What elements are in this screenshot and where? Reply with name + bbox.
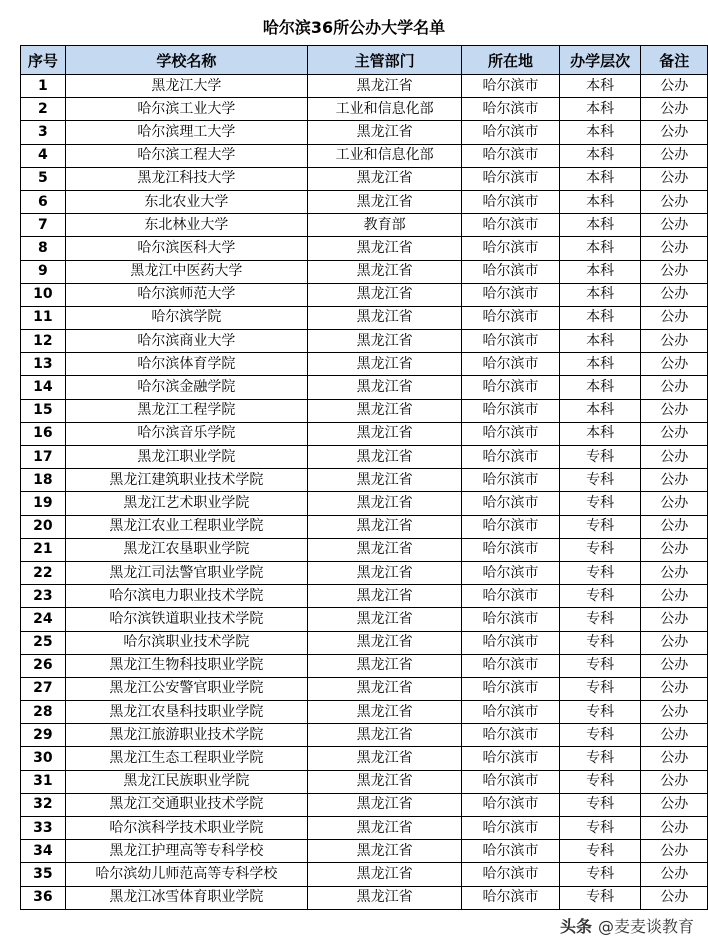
- cell-location: 哈尔滨市: [462, 515, 559, 538]
- cell-level: 专科: [559, 608, 641, 631]
- table-row: [21, 677, 708, 700]
- cell-index: 8: [21, 237, 66, 260]
- table-row: [21, 747, 708, 770]
- cell-authority: 黑龙江省: [308, 492, 462, 515]
- cell-location: 哈尔滨市: [462, 863, 559, 886]
- cell-remark: 公办: [641, 167, 708, 190]
- cell-school-name: 哈尔滨商业大学: [65, 330, 307, 353]
- cell-level: 专科: [559, 886, 641, 909]
- cell-location: 哈尔滨市: [462, 608, 559, 631]
- table-row: [21, 492, 708, 515]
- cell-authority: 黑龙江省: [308, 631, 462, 654]
- table-row: [21, 376, 708, 399]
- cell-remark: 公办: [641, 214, 708, 237]
- table-header-row: [21, 46, 708, 75]
- cell-location: 哈尔滨市: [462, 376, 559, 399]
- cell-index: 24: [21, 608, 66, 631]
- cell-level: 本科: [559, 214, 641, 237]
- cell-index: 23: [21, 585, 66, 608]
- cell-level: 本科: [559, 306, 641, 329]
- cell-location: 哈尔滨市: [462, 167, 559, 190]
- cell-remark: 公办: [641, 376, 708, 399]
- cell-level: 本科: [559, 98, 641, 121]
- cell-remark: 公办: [641, 469, 708, 492]
- cell-location: 哈尔滨市: [462, 446, 559, 469]
- cell-index: 13: [21, 353, 66, 376]
- cell-school-name: 哈尔滨金融学院: [65, 376, 307, 399]
- table-row: [21, 631, 708, 654]
- table-row: [21, 863, 708, 886]
- table-row: [21, 306, 708, 329]
- cell-index: 10: [21, 283, 66, 306]
- cell-remark: 公办: [641, 330, 708, 353]
- cell-authority: 黑龙江省: [308, 724, 462, 747]
- cell-remark: 公办: [641, 190, 708, 213]
- cell-level: 本科: [559, 167, 641, 190]
- cell-location: 哈尔滨市: [462, 701, 559, 724]
- table-row: [21, 422, 708, 445]
- cell-authority: 黑龙江省: [308, 817, 462, 840]
- cell-remark: 公办: [641, 631, 708, 654]
- cell-index: 12: [21, 330, 66, 353]
- cell-school-name: 哈尔滨电力职业技术学院: [65, 585, 307, 608]
- table-row: [21, 167, 708, 190]
- cell-remark: 公办: [641, 840, 708, 863]
- table-row: [21, 98, 708, 121]
- cell-index: 29: [21, 724, 66, 747]
- cell-remark: 公办: [641, 608, 708, 631]
- cell-authority: 工业和信息化部: [308, 98, 462, 121]
- table-row: [21, 190, 708, 213]
- cell-school-name: 黑龙江中医药大学: [65, 260, 307, 283]
- cell-index: 16: [21, 422, 66, 445]
- header-location: 所在地: [462, 46, 559, 75]
- cell-school-name: 哈尔滨理工大学: [65, 121, 307, 144]
- cell-authority: 黑龙江省: [308, 330, 462, 353]
- cell-level: 专科: [559, 724, 641, 747]
- cell-index: 27: [21, 677, 66, 700]
- cell-school-name: 黑龙江工程学院: [65, 399, 307, 422]
- cell-index: 7: [21, 214, 66, 237]
- cell-authority: 工业和信息化部: [308, 144, 462, 167]
- cell-level: 本科: [559, 422, 641, 445]
- cell-authority: 黑龙江省: [308, 121, 462, 144]
- cell-level: 专科: [559, 492, 641, 515]
- table-row: [21, 701, 708, 724]
- cell-location: 哈尔滨市: [462, 353, 559, 376]
- table-row: [21, 446, 708, 469]
- cell-level: 专科: [559, 469, 641, 492]
- cell-school-name: 哈尔滨职业技术学院: [65, 631, 307, 654]
- cell-level: 专科: [559, 654, 641, 677]
- cell-location: 哈尔滨市: [462, 121, 559, 144]
- cell-authority: 黑龙江省: [308, 283, 462, 306]
- university-table: [20, 45, 708, 910]
- cell-school-name: 哈尔滨体育学院: [65, 353, 307, 376]
- cell-authority: 黑龙江省: [308, 538, 462, 561]
- cell-location: 哈尔滨市: [462, 422, 559, 445]
- cell-location: 哈尔滨市: [462, 237, 559, 260]
- cell-index: 30: [21, 747, 66, 770]
- cell-authority: 黑龙江省: [308, 353, 462, 376]
- cell-location: 哈尔滨市: [462, 260, 559, 283]
- table-row: [21, 144, 708, 167]
- cell-index: 15: [21, 399, 66, 422]
- cell-remark: 公办: [641, 724, 708, 747]
- cell-school-name: 哈尔滨学院: [65, 306, 307, 329]
- cell-level: 专科: [559, 817, 641, 840]
- cell-location: 哈尔滨市: [462, 561, 559, 584]
- cell-location: 哈尔滨市: [462, 886, 559, 909]
- table-row: [21, 724, 708, 747]
- cell-index: 6: [21, 190, 66, 213]
- cell-authority: 黑龙江省: [308, 167, 462, 190]
- cell-authority: 黑龙江省: [308, 701, 462, 724]
- cell-location: 哈尔滨市: [462, 747, 559, 770]
- cell-authority: 黑龙江省: [308, 190, 462, 213]
- cell-index: 18: [21, 469, 66, 492]
- cell-index: 25: [21, 631, 66, 654]
- cell-location: 哈尔滨市: [462, 190, 559, 213]
- cell-remark: 公办: [641, 701, 708, 724]
- cell-school-name: 黑龙江民族职业学院: [65, 770, 307, 793]
- cell-level: 本科: [559, 376, 641, 399]
- cell-school-name: 哈尔滨铁道职业技术学院: [65, 608, 307, 631]
- cell-level: 专科: [559, 701, 641, 724]
- cell-level: 本科: [559, 144, 641, 167]
- cell-remark: 公办: [641, 144, 708, 167]
- cell-authority: 黑龙江省: [308, 237, 462, 260]
- cell-authority: 黑龙江省: [308, 376, 462, 399]
- table-row: [21, 353, 708, 376]
- table-row: [21, 585, 708, 608]
- cell-school-name: 黑龙江职业学院: [65, 446, 307, 469]
- header-index: 序号: [21, 46, 66, 75]
- table-row: [21, 793, 708, 816]
- cell-school-name: 哈尔滨医科大学: [65, 237, 307, 260]
- cell-index: 17: [21, 446, 66, 469]
- cell-index: 4: [21, 144, 66, 167]
- cell-authority: 黑龙江省: [308, 747, 462, 770]
- cell-authority: 黑龙江省: [308, 793, 462, 816]
- cell-level: 本科: [559, 190, 641, 213]
- cell-level: 专科: [559, 863, 641, 886]
- cell-level: 本科: [559, 260, 641, 283]
- cell-school-name: 黑龙江农垦科技职业学院: [65, 701, 307, 724]
- cell-index: 34: [21, 840, 66, 863]
- cell-location: 哈尔滨市: [462, 654, 559, 677]
- cell-location: 哈尔滨市: [462, 399, 559, 422]
- header-level: 办学层次: [559, 46, 641, 75]
- cell-remark: 公办: [641, 98, 708, 121]
- cell-index: 2: [21, 98, 66, 121]
- cell-school-name: 黑龙江农业工程职业学院: [65, 515, 307, 538]
- cell-authority: 黑龙江省: [308, 75, 462, 98]
- cell-index: 1: [21, 75, 66, 98]
- cell-remark: 公办: [641, 492, 708, 515]
- cell-location: 哈尔滨市: [462, 283, 559, 306]
- cell-location: 哈尔滨市: [462, 306, 559, 329]
- cell-school-name: 黑龙江科技大学: [65, 167, 307, 190]
- cell-index: 5: [21, 167, 66, 190]
- cell-school-name: 黑龙江护理高等专科学校: [65, 840, 307, 863]
- table-row: [21, 561, 708, 584]
- cell-remark: 公办: [641, 121, 708, 144]
- cell-location: 哈尔滨市: [462, 75, 559, 98]
- table-row: [21, 608, 708, 631]
- header-school-name: 学校名称: [65, 46, 307, 75]
- cell-location: 哈尔滨市: [462, 817, 559, 840]
- cell-remark: 公办: [641, 75, 708, 98]
- cell-school-name: 黑龙江农垦职业学院: [65, 538, 307, 561]
- cell-remark: 公办: [641, 422, 708, 445]
- cell-authority: 黑龙江省: [308, 886, 462, 909]
- cell-remark: 公办: [641, 561, 708, 584]
- cell-level: 专科: [559, 538, 641, 561]
- cell-remark: 公办: [641, 585, 708, 608]
- cell-index: 3: [21, 121, 66, 144]
- cell-authority: 黑龙江省: [308, 677, 462, 700]
- cell-location: 哈尔滨市: [462, 585, 559, 608]
- cell-level: 本科: [559, 399, 641, 422]
- table-row: [21, 399, 708, 422]
- cell-remark: 公办: [641, 399, 708, 422]
- cell-school-name: 黑龙江司法警官职业学院: [65, 561, 307, 584]
- cell-school-name: 黑龙江生态工程职业学院: [65, 747, 307, 770]
- cell-school-name: 黑龙江生物科技职业学院: [65, 654, 307, 677]
- cell-remark: 公办: [641, 237, 708, 260]
- cell-level: 专科: [559, 561, 641, 584]
- cell-school-name: 黑龙江艺术职业学院: [65, 492, 307, 515]
- cell-location: 哈尔滨市: [462, 793, 559, 816]
- watermark-brand: 头条: [559, 916, 592, 936]
- document-title: 哈尔滨36所公办大学名单: [262, 18, 446, 37]
- cell-authority: 教育部: [308, 214, 462, 237]
- cell-remark: 公办: [641, 353, 708, 376]
- cell-authority: 黑龙江省: [308, 654, 462, 677]
- table-row: [21, 770, 708, 793]
- cell-level: 专科: [559, 793, 641, 816]
- cell-index: 32: [21, 793, 66, 816]
- cell-index: 21: [21, 538, 66, 561]
- cell-authority: 黑龙江省: [308, 422, 462, 445]
- cell-school-name: 黑龙江公安警官职业学院: [65, 677, 307, 700]
- table-row: [21, 260, 708, 283]
- table-row: [21, 840, 708, 863]
- cell-level: 专科: [559, 770, 641, 793]
- cell-location: 哈尔滨市: [462, 330, 559, 353]
- cell-index: 9: [21, 260, 66, 283]
- cell-authority: 黑龙江省: [308, 608, 462, 631]
- cell-school-name: 黑龙江交通职业技术学院: [65, 793, 307, 816]
- cell-authority: 黑龙江省: [308, 469, 462, 492]
- cell-remark: 公办: [641, 538, 708, 561]
- cell-remark: 公办: [641, 747, 708, 770]
- cell-school-name: 黑龙江建筑职业技术学院: [65, 469, 307, 492]
- table-row: [21, 515, 708, 538]
- cell-level: 本科: [559, 283, 641, 306]
- cell-school-name: 哈尔滨科学技术职业学院: [65, 817, 307, 840]
- header-authority: 主管部门: [308, 46, 462, 75]
- cell-location: 哈尔滨市: [462, 677, 559, 700]
- cell-index: 19: [21, 492, 66, 515]
- cell-remark: 公办: [641, 863, 708, 886]
- cell-level: 本科: [559, 121, 641, 144]
- cell-location: 哈尔滨市: [462, 538, 559, 561]
- table-body: [21, 75, 708, 910]
- table-row: [21, 886, 708, 909]
- cell-authority: 黑龙江省: [308, 863, 462, 886]
- cell-school-name: 哈尔滨幼儿师范高等专科学校: [65, 863, 307, 886]
- cell-level: 专科: [559, 840, 641, 863]
- cell-remark: 公办: [641, 283, 708, 306]
- cell-authority: 黑龙江省: [308, 399, 462, 422]
- watermark: [560, 912, 694, 938]
- cell-remark: 公办: [641, 654, 708, 677]
- table-row: [21, 283, 708, 306]
- cell-school-name: 哈尔滨师范大学: [65, 283, 307, 306]
- cell-school-name: 哈尔滨音乐学院: [65, 422, 307, 445]
- cell-authority: 黑龙江省: [308, 446, 462, 469]
- table-row: [21, 237, 708, 260]
- cell-location: 哈尔滨市: [462, 770, 559, 793]
- table-row: [21, 330, 708, 353]
- watermark-handle: @麦麦谈教育: [597, 916, 694, 936]
- table-row: [21, 654, 708, 677]
- cell-index: 14: [21, 376, 66, 399]
- cell-level: 本科: [559, 237, 641, 260]
- cell-location: 哈尔滨市: [462, 840, 559, 863]
- cell-index: 28: [21, 701, 66, 724]
- cell-remark: 公办: [641, 793, 708, 816]
- cell-location: 哈尔滨市: [462, 214, 559, 237]
- table-row: [21, 817, 708, 840]
- cell-index: 20: [21, 515, 66, 538]
- table-row: [21, 538, 708, 561]
- cell-index: 11: [21, 306, 66, 329]
- cell-index: 31: [21, 770, 66, 793]
- cell-index: 35: [21, 863, 66, 886]
- cell-school-name: 黑龙江冰雪体育职业学院: [65, 886, 307, 909]
- cell-level: 本科: [559, 330, 641, 353]
- table-row: [21, 121, 708, 144]
- cell-location: 哈尔滨市: [462, 492, 559, 515]
- cell-school-name: 黑龙江大学: [65, 75, 307, 98]
- cell-remark: 公办: [641, 260, 708, 283]
- cell-location: 哈尔滨市: [462, 631, 559, 654]
- cell-location: 哈尔滨市: [462, 98, 559, 121]
- cell-remark: 公办: [641, 306, 708, 329]
- table-row: [21, 214, 708, 237]
- cell-location: 哈尔滨市: [462, 144, 559, 167]
- cell-authority: 黑龙江省: [308, 585, 462, 608]
- cell-authority: 黑龙江省: [308, 306, 462, 329]
- table-row: [21, 75, 708, 98]
- cell-level: 本科: [559, 75, 641, 98]
- cell-remark: 公办: [641, 770, 708, 793]
- cell-school-name: 哈尔滨工业大学: [65, 98, 307, 121]
- cell-authority: 黑龙江省: [308, 770, 462, 793]
- cell-index: 26: [21, 654, 66, 677]
- cell-school-name: 哈尔滨工程大学: [65, 144, 307, 167]
- cell-level: 专科: [559, 446, 641, 469]
- cell-school-name: 东北林业大学: [65, 214, 307, 237]
- cell-remark: 公办: [641, 677, 708, 700]
- cell-location: 哈尔滨市: [462, 469, 559, 492]
- cell-level: 专科: [559, 515, 641, 538]
- cell-authority: 黑龙江省: [308, 561, 462, 584]
- cell-remark: 公办: [641, 817, 708, 840]
- cell-level: 专科: [559, 747, 641, 770]
- cell-remark: 公办: [641, 886, 708, 909]
- cell-remark: 公办: [641, 515, 708, 538]
- cell-index: 36: [21, 886, 66, 909]
- cell-authority: 黑龙江省: [308, 260, 462, 283]
- cell-level: 专科: [559, 585, 641, 608]
- cell-remark: 公办: [641, 446, 708, 469]
- cell-school-name: 黑龙江旅游职业技术学院: [65, 724, 307, 747]
- cell-authority: 黑龙江省: [308, 515, 462, 538]
- cell-index: 33: [21, 817, 66, 840]
- cell-index: 22: [21, 561, 66, 584]
- cell-school-name: 东北农业大学: [65, 190, 307, 213]
- header-remark: 备注: [641, 46, 708, 75]
- cell-authority: 黑龙江省: [308, 840, 462, 863]
- cell-location: 哈尔滨市: [462, 724, 559, 747]
- table-row: [21, 469, 708, 492]
- cell-level: 专科: [559, 631, 641, 654]
- cell-level: 本科: [559, 353, 641, 376]
- cell-level: 专科: [559, 677, 641, 700]
